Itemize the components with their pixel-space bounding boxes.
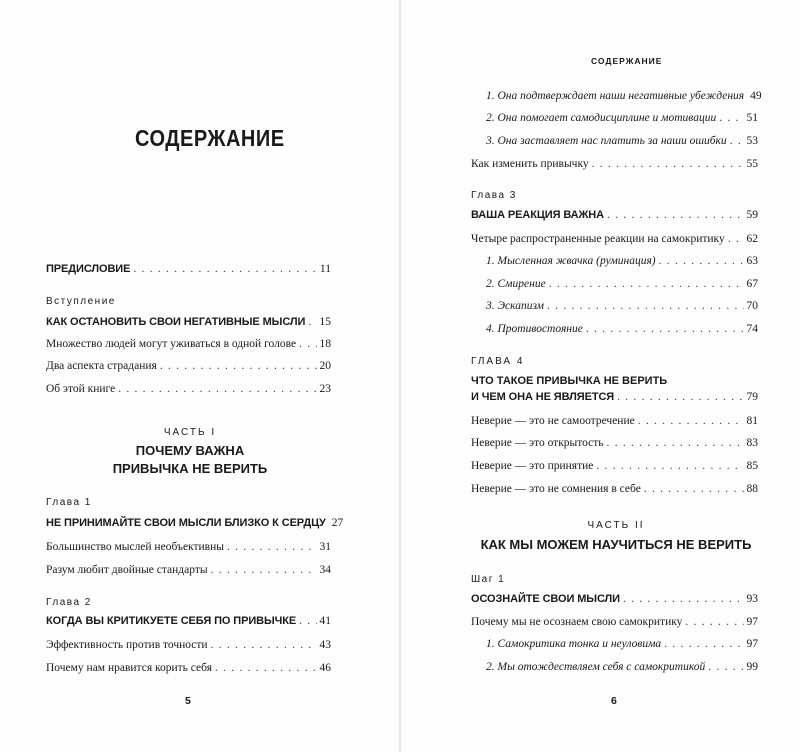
toc-entry[interactable]: 3. Эскапизм . . . 70 bbox=[486, 299, 758, 313]
toc-entry[interactable]: 4. Противостояние . . . 74 bbox=[486, 322, 758, 336]
left-page bbox=[0, 0, 399, 752]
toc-entry[interactable]: Множество людей могут уживаться в одной голове . . . 18 bbox=[46, 337, 331, 351]
toc-entry[interactable]: Почему мы не осознаем свою самокритику . . . 97 bbox=[471, 615, 758, 629]
chapter-label: Глава 2 bbox=[46, 597, 92, 608]
toc-entry[interactable]: Об этой книге . . . 23 bbox=[46, 382, 331, 396]
toc-entry[interactable]: Большинство мыслей необъективны . . . 31 bbox=[46, 540, 331, 554]
toc-entry[interactable]: Два аспекта страдания . . . 20 bbox=[46, 359, 331, 373]
intro-label: Вступление bbox=[46, 296, 116, 307]
toc-entry[interactable]: 2. Смирение . . . 67 bbox=[486, 277, 758, 291]
toc-entry[interactable]: Почему нам нравится корить себя . . . 46 bbox=[46, 661, 331, 675]
toc-entry[interactable]: 2. Она помогает самодисциплине и мотивации . . . 51 bbox=[486, 111, 758, 125]
toc-entry[interactable]: Эффективность против точности . . . 43 bbox=[46, 638, 331, 652]
part-title-line2: ПРИВЫЧКА НЕ ВЕРИТЬ bbox=[112, 461, 268, 476]
page-number: 6 bbox=[611, 695, 617, 707]
toc-entry[interactable]: Неверие — это не сомнения в себе . . . 88 bbox=[471, 482, 758, 496]
toc-entry-chapter-1[interactable]: НЕ ПРИНИМАЙТЕ СВОИ МЫСЛИ БЛИЗКО К СЕРДЦУ 27 bbox=[46, 517, 344, 529]
toc-entry[interactable]: Неверие — это открытость . . . 83 bbox=[471, 436, 758, 450]
step-label: Шаг 1 bbox=[471, 574, 506, 585]
toc-entry-chapter-3[interactable]: ВАША РЕАКЦИЯ ВАЖНА . . . 59 bbox=[471, 208, 758, 222]
chapter-4-title-line1: ЧТО ТАКОЕ ПРИВЫЧКА НЕ ВЕРИТЬ bbox=[471, 375, 668, 387]
toc-entry-intro[interactable]: КАК ОСТАНОВИТЬ СВОИ НЕГАТИВНЫЕ МЫСЛИ . . . 15 bbox=[46, 315, 331, 329]
running-head: СОДЕРЖАНИЕ bbox=[591, 56, 663, 66]
toc-entry-preface[interactable]: ПРЕДИСЛОВИЕ . . . 11 bbox=[46, 262, 331, 276]
toc-entry[interactable]: Как изменить привычку . . . 55 bbox=[471, 157, 758, 171]
toc-entry-chapter-4[interactable]: И ЧЕМ ОНА НЕ ЯВЛЯЕТСЯ . . . 79 bbox=[471, 390, 758, 404]
part-2-title: КАК МЫ МОЖЕМ НАУЧИТЬСЯ НЕ ВЕРИТЬ bbox=[480, 537, 752, 552]
toc-entry[interactable]: Разум любит двойные стандарты . . . 34 bbox=[46, 563, 331, 577]
chapter-label: Глава 1 bbox=[46, 497, 92, 508]
part-label: ЧАСТЬ I bbox=[163, 427, 217, 438]
toc-entry[interactable]: 2. Мы отождествляем себя с самокритикой . . . 99 bbox=[486, 660, 758, 674]
part-title-line1: ПОЧЕМУ ВАЖНА bbox=[135, 443, 245, 458]
toc-entry[interactable]: Четыре распространенные реакции на самокритику . . . 62 bbox=[471, 232, 758, 246]
toc-entry-step-1[interactable]: ОСОЗНАЙТЕ СВОИ МЫСЛИ . . . 93 bbox=[471, 592, 758, 606]
chapter-label: Глава 3 bbox=[471, 190, 517, 201]
page-number: 5 bbox=[185, 695, 191, 707]
chapter-label: ГЛАВА 4 bbox=[471, 356, 525, 367]
toc-entry[interactable]: Неверие — это не самоотречение . . . 81 bbox=[471, 414, 758, 428]
toc-entry[interactable]: 1. Она подтверждает наши негативные убеждения 49 bbox=[486, 90, 762, 102]
toc-entry[interactable]: 3. Она заставляет нас платить за наши ошибки . . . 53 bbox=[486, 134, 758, 148]
right-page bbox=[401, 0, 800, 752]
part-label: ЧАСТЬ II bbox=[587, 520, 645, 531]
toc-entry[interactable]: 1. Самокритика тонка и неуловима . . . 97 bbox=[486, 637, 758, 651]
toc-entry[interactable]: Неверие — это принятие . . . 85 bbox=[471, 459, 758, 473]
toc-entry[interactable]: 1. Мысленная жвачка (руминация) . . . 63 bbox=[486, 254, 758, 268]
toc-entry-chapter-2[interactable]: КОГДА ВЫ КРИТИКУЕТЕ СЕБЯ ПО ПРИВЫЧКЕ . . . 41 bbox=[46, 614, 331, 628]
toc-title: СОДЕРЖАНИЕ bbox=[135, 126, 285, 152]
